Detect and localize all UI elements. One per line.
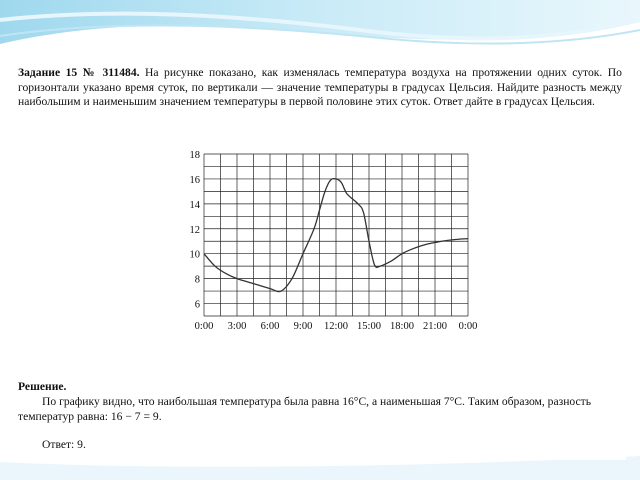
task-content bbox=[14, 62, 626, 460]
answer-text: Ответ: 9. bbox=[42, 438, 86, 451]
x-tick-label: 12:00 bbox=[324, 321, 348, 332]
solution-title: Решение. bbox=[18, 380, 67, 393]
temperature-chart bbox=[172, 144, 478, 332]
x-tick-label: 0:00 bbox=[194, 321, 214, 332]
y-tick-label: 16 bbox=[189, 174, 200, 186]
task-text: На рисунке показано, как изменялась температура воздуха на протяжении одних суток. По горизонтали указано время суток, по вертикали — значение температуры в градусах Цельсия. Найдите разность между наибольшим и наименьшим значением температуры в первой половине этих суток. Ответ дайте в градусах Цельсия. bbox=[18, 66, 622, 109]
task-label: Задание 15 № 311484. bbox=[18, 66, 140, 79]
x-tick-label: 0:00 bbox=[458, 321, 478, 332]
task-statement bbox=[18, 66, 622, 110]
x-tick-label: 21:00 bbox=[423, 321, 447, 332]
x-tick-label: 15:00 bbox=[357, 321, 381, 332]
y-tick-label: 8 bbox=[194, 274, 200, 286]
y-tick-label: 10 bbox=[189, 249, 200, 261]
y-tick-label: 18 bbox=[189, 150, 200, 161]
x-tick-label: 9:00 bbox=[293, 321, 313, 332]
y-tick-label: 12 bbox=[189, 224, 200, 236]
y-tick-label: 6 bbox=[194, 299, 200, 311]
y-tick-label: 14 bbox=[189, 199, 200, 211]
solution-text: По графику видно, что наибольшая температура была равна 16°C, а наименьшая 7°C. Таким образом, разность температур равна: 16 − 7 = 9. bbox=[18, 395, 591, 423]
x-tick-label: 6:00 bbox=[260, 321, 280, 332]
x-tick-label: 3:00 bbox=[227, 321, 247, 332]
x-tick-label: 18:00 bbox=[390, 321, 414, 332]
